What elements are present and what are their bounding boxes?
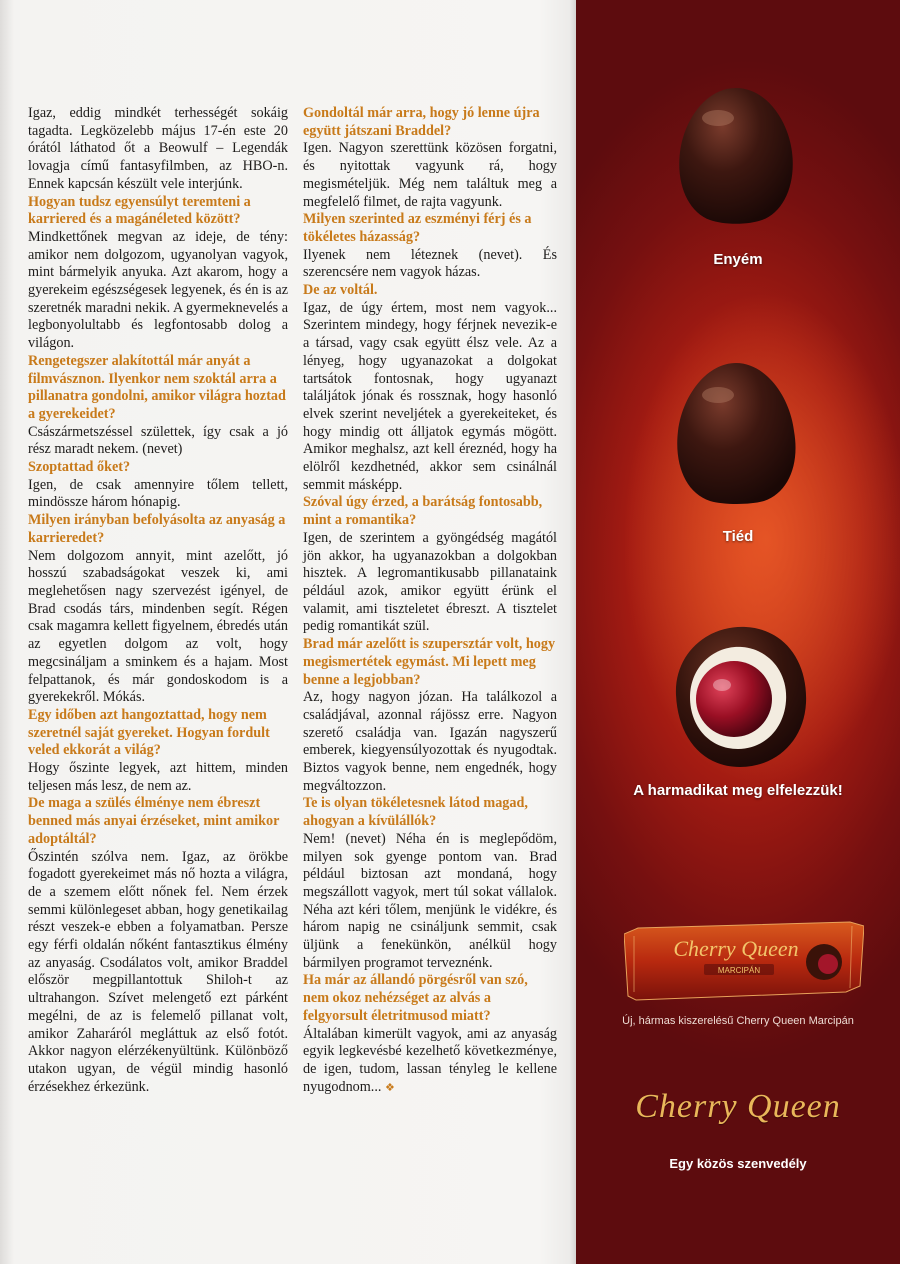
cherry-queen-advertisement (576, 0, 900, 1264)
paragraph: Császármetszéssel születtek, így csak a jó rész maradt nekem. (nevet) (28, 423, 288, 458)
question: Egy időben azt hangoztattad, hogy nem szeretnél saját gyereket. Hogyan fordult veled ekkorát a világ? (28, 706, 270, 759)
paragraph: Őszintén szólva nem. Igaz, az örökbe fogadott gyerekeimet más nő hozta a világra, de a szemem előtt nőnek fel. Nem érzek semmi különlegeset abban, hogy genetikailag részt veszek-e ebben a folyamatban. Persze egy férfi oldalán nőként fantasztikus élmény az anyaság. Csodálatos volt, amikor Braddel először megpillantottuk Shiloh-t az ultrahangon. Szívet melengető ezt párként megélni, de az is felemelő pillanat volt, amikor Zaharáról megláttuk az első fotót. Akkor nagyon elérzékenyültünk. Különböző utakon ugyan, de végül mindig hasonló érzésekhez érkezünk. (28, 848, 288, 1095)
question: Szóval úgy érzed, a barátság fontosabb, mint a romantika? (303, 494, 543, 529)
end-mark-icon: ❖ (384, 1081, 395, 1094)
chocolate-praline-2 (664, 355, 809, 505)
article-column-1 (28, 105, 288, 1096)
ad-label-3: A harmadikat meg elfelezzük! (633, 782, 843, 799)
ad-label-2: Tiéd (722, 528, 754, 545)
question: Milyen irányban befolyásolta az anyaság a karrieredet? (28, 512, 286, 546)
paragraph: Igen, de szerintem a gyöngédség magától jön akkor, ha ugyanazokban a dolgokban hisztek. A legromantikusabb pillanataink például azok, amikor együtt érünk el valamit, ami tiszteletet ébreszt. A tisztelet pedig romantikát szül. (303, 529, 557, 635)
paragraph: Mindkettőnek megvan az ideje, de tény: amikor nem dolgozom, ugyanolyan vagyok, mint bármelyik anyuka. Azt akarom, hogy a gyerekeim egészségesek legyenek, és én is az szeretnék maradni nekik. A gyermeknevelés a legbonyolultabb és legfontosabb dolog a világon. (28, 228, 289, 352)
paragraph: Igaz, eddig mindkét terhességét sokáig tagadta. Legközelebb május 17-én este 20 órától láthatod őt a Beowulf – Legendák lovagja című fantasyfilmben, az HBO-n. Ennek kapcsán készült vele interjúnk. (28, 105, 288, 192)
paragraph: Ilyenek nem léteznek (nevet). És szerencsére nem vagyok házas. (303, 246, 557, 281)
ad-slogan: Egy közös szenvedély (669, 1156, 807, 1171)
paragraph: Nem dolgozom annyit, mint azelőtt, jó hosszú szabadságokat veszek ki, ami meglehetősen nagy szervezést igényel, de Brad csodás társ, mindenben segít. Régen csak magamra kellett figyelnem, ébredés után az egyetlen dolgom az volt, hogy megcsináljam a sminkem és a hajam. Most felpattanok, és már gondoskodom is a gyerekekről. Mókás. (28, 547, 288, 706)
paragraph: Hogy őszinte legyek, azt hittem, minden teljesen más lesz, de nem az. (28, 760, 288, 794)
cherry-queen-bar-package (624, 916, 864, 1006)
chocolate-praline-halved (656, 615, 821, 780)
question: Rengetegszer alakítottál már anyát a filmvásznon. Ilyenkor nem szoktál arra a pillanatra gondolni, amikor világra hoztad a gyerekeidet? (28, 352, 286, 422)
brand-logo: Cherry Queen (635, 1088, 841, 1125)
ad-caption: Új, hármas kiszerelésű Cherry Queen Marcipán (622, 1015, 854, 1027)
question: Szoptattad őket? (28, 459, 131, 476)
product-subtext: MARCIPÁN (717, 966, 761, 975)
chocolate-praline-1 (666, 80, 806, 225)
question: Hogyan tudsz egyensúlyt teremteni a karriered és a magánéleted között? (28, 193, 251, 228)
question: De az voltál. (303, 282, 378, 299)
paragraph: Az, hogy nagyon józan. Ha találkozol a családjával, azonnal rájössz erre. Nagyon szerető családja van. Igazán nagyszerű emberek, kiegyensúlyozottak és nyugodtak. Biztos vagyok benne, nem engednék, hogy megváltozzon. (303, 689, 557, 794)
question: Gondoltál már arra, hogy jó lenne újra együtt játszani Braddel? (303, 105, 540, 139)
paragraph: Nem! (nevet) Néha én is meglepődöm, milyen sok gyenge pontom van. Brad például biztosan azt mondaná, hogy megszállott vagyok, mert túl sokat vállalok. Néha azt kéri tőlem, menjünk le vidékre, és három napig ne csináljunk semmit, csak üljünk a fenekünkön, anélkül hogy bármilyen programot terveznénk. (303, 830, 557, 971)
paragraph: Igen, de csak amennyire tőlem tellett, mindössze három hónapig. (28, 476, 288, 511)
product-name-text: Cherry Queen (673, 936, 799, 961)
paragraph: Igaz, de úgy értem, most nem vagyok... Szerintem mindegy, hogy férjnek nevezik-e a társad, vagy csak együtt élsz vele. Az a lényeg, hogy ugyanazokat a dolgokat tartsátok fontosnak, hogy ugyanazt találjátok jónak és rossznak, hogy hasonló elvek szerint neveljétek a gyerekeiteket, és hogy mindig ott álljatok egymás mögött. Amikor meghalsz, azt kell éreznéd, hogy ha elölről kezdhetnéd, akkor sem csinálnál semmit másképp. (303, 299, 557, 493)
question: De maga a szülés élménye nem ébreszt benned más anyai érzéseket, mint amikor adoptáltál? (28, 795, 280, 847)
ad-label-1: Enyém (713, 251, 763, 268)
question: Te is olyan tökéletesnek látod magad, ahogyan a kívülállók? (303, 795, 528, 830)
paragraph: Igen. Nagyon szerettünk közösen forgatni, és nyitottak vagyunk rá, hogy megismételjük. Még nem találtuk meg a megfelelő filmet, de rajta vagyunk. (303, 140, 557, 210)
last-paragraph-text: Általában kimerült vagyok, ami az anyaság egyik legkevésbé kezelhető következménye, de igen, tudom, lassan tényleg le kellene nyugodnom... (303, 1025, 557, 1095)
question: Brad már azelőtt is szupersztár volt, hogy megismertétek egymást. Mi lepett meg benne a legjobban? (303, 636, 556, 688)
article-column-2 (303, 105, 557, 1097)
question: Ha már az állandó pörgésről van szó, nem okoz nehézséget az alvás a felgyorsult életritmusod miatt? (303, 972, 528, 1024)
question: Milyen szerinted az eszményi férj és a tökéletes házasság? (303, 211, 532, 245)
paragraph (303, 1026, 557, 1098)
